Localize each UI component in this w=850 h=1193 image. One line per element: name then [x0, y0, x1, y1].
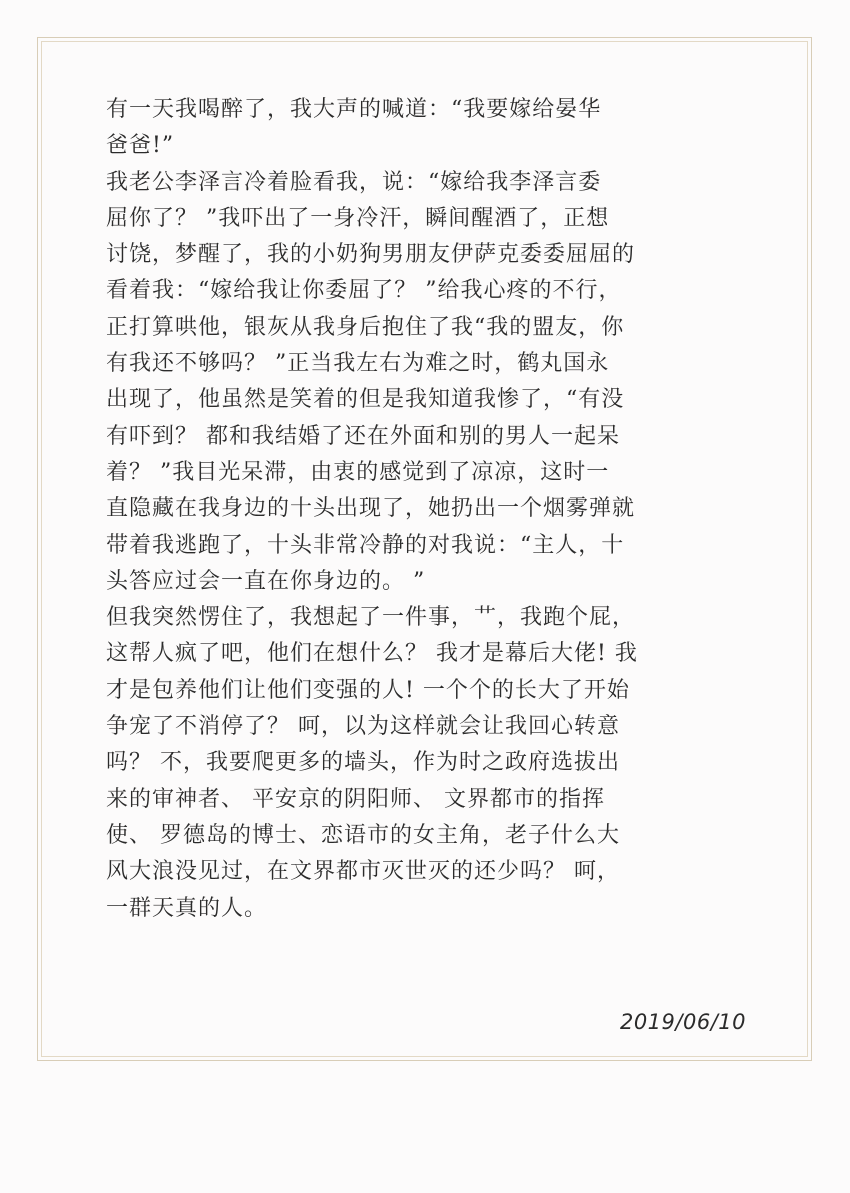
text-line: 讨饶，梦醒了，我的小奶狗男朋友伊萨克委委屈屈的 [106, 242, 636, 268]
text-line: 争宠了不消停了？ 呵，以为这样就会让我回心转意 [106, 714, 620, 740]
text-line: 有吓到？ 都和我结婚了还在外面和别的男人一起呆 [106, 423, 620, 449]
text-line: 正打算哄他，银灰从我身后抱住了我“我的盟友，你 [106, 314, 625, 340]
text-line: 屈你了？ ”我吓出了一身冷汗，瞬间醒酒了，正想 [106, 205, 610, 231]
text-line: 风大浪没见过，在文界都市灭世灭的还少吗？ 呵， [106, 859, 620, 885]
text-line: 带着我逃跑了，十头非常冷静的对我说：“主人，十 [106, 532, 625, 558]
text-line: 着？ ”我目光呆滞，由衷的感觉到了凉凉，这时一 [106, 459, 610, 485]
text-line: 爸爸!” [106, 133, 175, 159]
text-line: 直隐藏在我身边的十头出现了，她扔出一个烟雾弹就 [106, 496, 636, 522]
text-line: 这帮人疯了吧，他们在想什么？ 我才是幕后大佬! 我 [106, 641, 638, 667]
letter-body [106, 92, 751, 927]
text-line: 吗？ 不，我要爬更多的墙头，作为时之政府选拔出 [106, 750, 620, 776]
text-line: 看着我：“嫁给我让你委屈了？ ”给我心疼的不行， [106, 278, 622, 304]
text-line: 才是包养他们让他们变强的人! 一个个的长大了开始 [106, 677, 630, 703]
text-line: 来的审神者、 平安京的阴阳师、 文界都市的指挥 [106, 786, 605, 812]
text-line: 有我还不够吗？ ”正当我左右为难之时，鹤丸国永 [106, 351, 610, 377]
text-line: 使、 罗德岛的博士、恋语市的女主角，老子什么大 [106, 822, 620, 848]
text-line: 一群天真的人。 [106, 895, 268, 921]
date-signature: 2019/06/10 [619, 1010, 746, 1034]
text-line: 有一天我喝醉了，我大声的喊道：“我要嫁给晏华 [106, 97, 602, 122]
text-line: 我老公李泽言冷着脸看我，说：“嫁给我李泽言委 [106, 169, 602, 195]
text-line: 头答应过会一直在你身边的。 ” [106, 568, 426, 594]
text-line: 出现了，他虽然是笑着的但是我知道我惨了，“有没 [106, 387, 625, 413]
text-line: 但我突然愣住了，我想起了一件事，艹，我跑个屁， [106, 605, 636, 631]
